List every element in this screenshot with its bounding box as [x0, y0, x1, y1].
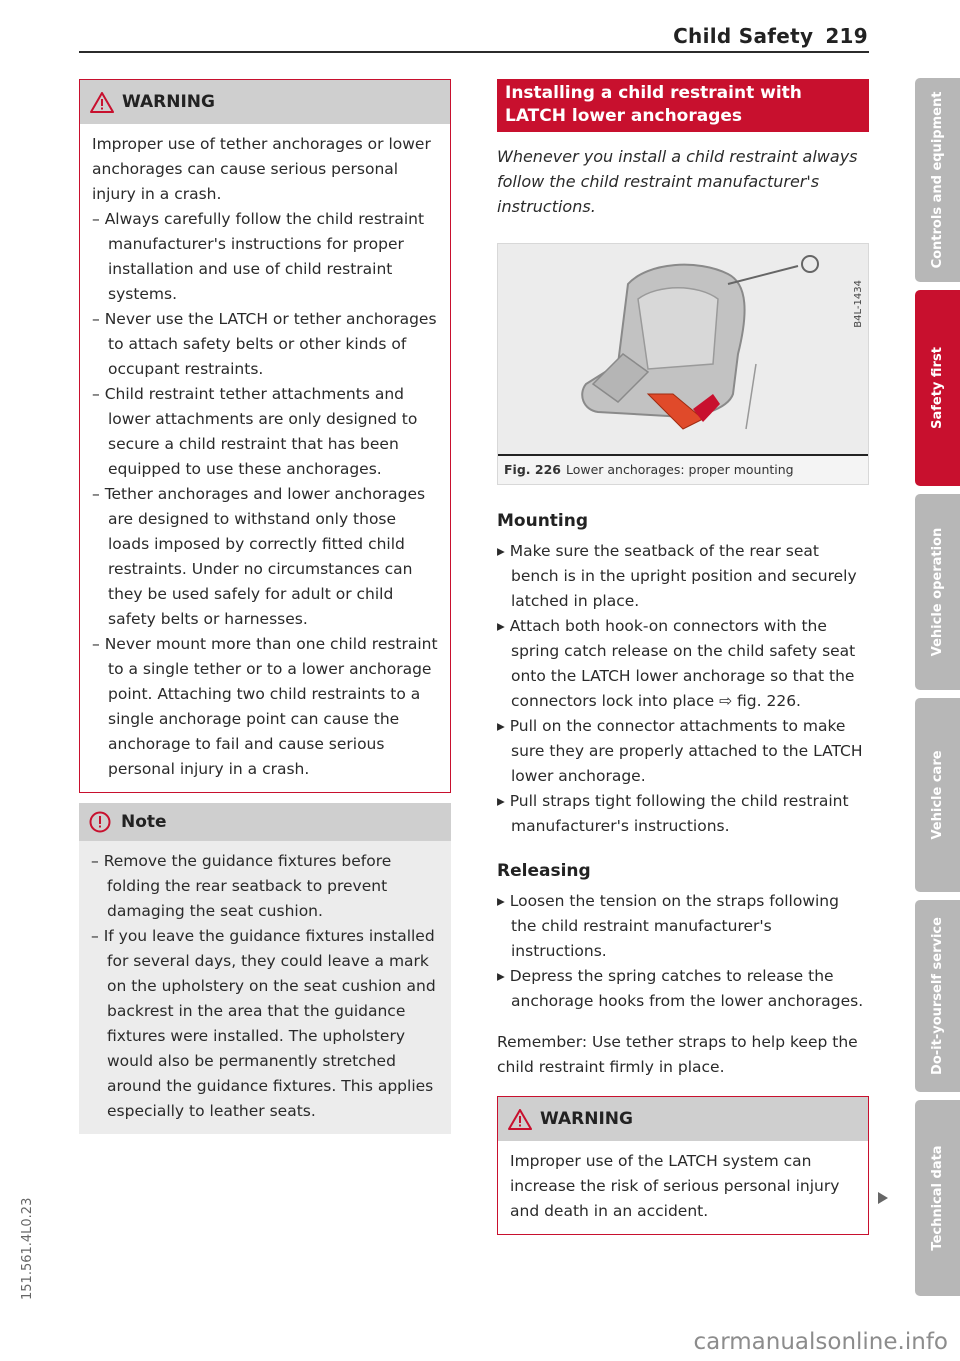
- releasing-heading: Releasing: [497, 861, 591, 881]
- releasing-step: ▸ Loosen the tension on the straps following the child restraint manufacturer's instructions.: [497, 892, 839, 960]
- tab-safety-first[interactable]: Safety first: [915, 290, 960, 486]
- note-header: [79, 803, 451, 841]
- child-seat-icon: [498, 244, 868, 452]
- warning-triangle-icon: [508, 1109, 532, 1130]
- figure-caption-text: Lower anchorages: proper mounting: [565, 462, 794, 477]
- figure-code: B4L-1434: [853, 280, 864, 328]
- warning-triangle-icon: [90, 92, 114, 113]
- tab-controls-equipment[interactable]: Controls and equipment: [915, 78, 960, 282]
- note-title: Note: [121, 812, 167, 832]
- latch-warning-box: [497, 1096, 869, 1235]
- releasing-steps: [497, 889, 869, 1014]
- latch-warning-body: Improper use of the LATCH system can increase the risk of serious personal injury and death in an accident.: [510, 1152, 840, 1220]
- latch-warning-title: WARNING: [540, 1109, 633, 1129]
- tab-do-it-yourself-service[interactable]: Do-it-yourself service: [915, 900, 960, 1092]
- print-code: 151.561.4L0.23: [20, 1197, 35, 1300]
- warning-item: – Never mount more than one child restraint to a single tether or to a lower anchorage point. Attaching two child restraints to a single anchorage point can cause the anchorage to fail and cause serious personal injury in a crash.: [92, 635, 438, 778]
- latch-warning-header: [498, 1097, 868, 1141]
- info-circle-icon: [89, 811, 111, 833]
- header-rule: [79, 51, 869, 53]
- tab-vehicle-care[interactable]: Vehicle care: [915, 698, 960, 892]
- releasing-step: ▸ Depress the spring catches to release the anchorage hooks from the lower anchorages.: [497, 967, 864, 1010]
- warning-header: [80, 80, 450, 124]
- section-title: Child Safety: [673, 24, 814, 48]
- mounting-steps: [497, 539, 869, 839]
- right-column: [497, 79, 869, 1235]
- mounting-step: ▸ Pull on the connector attachments to make sure they are properly attached to the LATCH lower anchorage.: [497, 717, 863, 785]
- note-body: [79, 841, 451, 1134]
- intro-text: Whenever you install a child restraint always follow the child restraint manufacturer's instructions.: [497, 147, 858, 216]
- tab-vehicle-operation[interactable]: Vehicle operation: [915, 494, 960, 690]
- mounting-heading: Mounting: [497, 511, 589, 531]
- figure-label: Fig. 226: [504, 462, 561, 477]
- mounting-step: ▸ Pull straps tight following the child restraint manufacturer's instructions.: [497, 792, 849, 835]
- watermark: carmanualsonline.info: [693, 1329, 948, 1355]
- page-header: [673, 24, 868, 48]
- warning-item: – Always carefully follow the child restraint manufacturer's instructions for proper installation and use of child restraint systems.: [92, 210, 425, 303]
- tab-technical-data[interactable]: Technical data: [915, 1100, 960, 1296]
- remember-text: Remember: Use tether straps to help keep the child restraint firmly in place.: [497, 1033, 858, 1076]
- warning-box: [79, 79, 451, 793]
- mounting-step: ▸ Attach both hook-on connectors with the spring catch release on the child safety seat onto the LATCH lower anchorage so that the connectors lock into place ⇨ fig. 226.: [497, 617, 856, 710]
- warning-item: – Never use the LATCH or tether anchorages to attach safety belts or other kinds of occupant restraints.: [92, 310, 437, 378]
- note-box: [79, 803, 451, 1134]
- child-seat-illustration: [498, 244, 868, 456]
- warning-intro: Improper use of tether anchorages or lower anchorages can cause serious personal injury in a crash.: [92, 135, 431, 203]
- figure-caption: [498, 456, 868, 484]
- section-heading: Installing a child restraint with LATCH lower anchorages: [497, 79, 869, 132]
- note-item: – If you leave the guidance fixtures installed for several days, they could leave a mark on the upholstery on the seat cushion and backrest in the area that the guidance fixtures were installed. The upholstery would also be permanently stretched around the guidance fixtures. This applies especially to leather seats.: [91, 927, 436, 1120]
- figure-226: [497, 243, 869, 485]
- warning-title: WARNING: [122, 92, 215, 112]
- warning-item: – Tether anchorages and lower anchorages are designed to withstand only those loads imposed by correctly fitted child restraints. Under no circumstances can they be used safely for adult or child safety belts or harnesses.: [92, 485, 426, 628]
- note-item: – Remove the guidance fixtures before folding the rear seatback to prevent damaging the seat cushion.: [91, 852, 392, 920]
- warning-body: [80, 124, 450, 792]
- page-number: 219: [825, 24, 868, 48]
- mounting-step: ▸ Make sure the seatback of the rear seat bench is in the upright position and securely latched in place.: [497, 542, 857, 610]
- continued-arrow-icon: [878, 1192, 888, 1204]
- left-column: [79, 79, 451, 1134]
- warning-item: – Child restraint tether attachments and lower attachments are only designed to secure a child restraint that has been equipped to use these anchorages.: [92, 385, 418, 478]
